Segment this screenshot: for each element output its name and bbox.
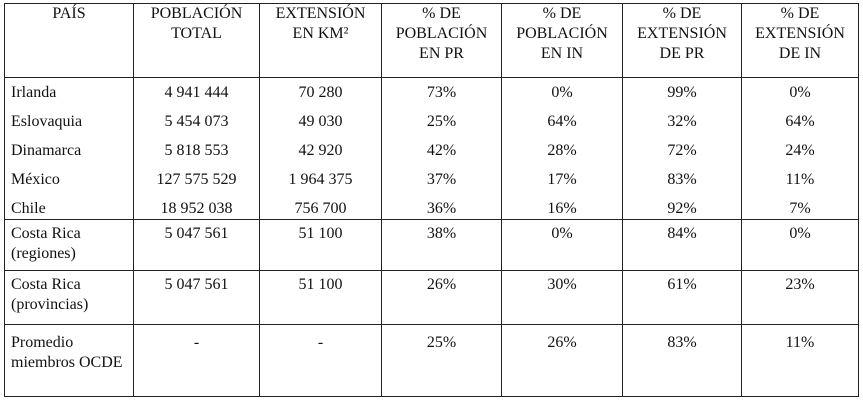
cell-pob-in: 28% <box>502 132 623 161</box>
cell-pob-in: 64% <box>502 103 623 132</box>
cell-extension: - <box>260 325 382 397</box>
cell-pob-pr: 25% <box>382 325 502 397</box>
cell-poblacion: 5 047 561 <box>134 271 260 325</box>
table-row-irlanda <box>5 78 859 104</box>
table-row-promedio-ocde <box>5 325 859 397</box>
data-table <box>4 3 859 397</box>
cell-pob-in: 26% <box>502 325 623 397</box>
cell-extension: 42 920 <box>260 132 382 161</box>
cell-pob-pr: 26% <box>382 271 502 325</box>
cell-ext-in: 11% <box>742 161 859 190</box>
cell-country: Costa Rica (regiones) <box>5 220 134 271</box>
header-row <box>5 4 859 78</box>
cell-pob-pr: 36% <box>382 190 502 220</box>
cell-poblacion: 18 952 038 <box>134 190 260 220</box>
cell-pob-pr: 73% <box>382 78 502 104</box>
cell-extension: 756 700 <box>260 190 382 220</box>
cell-country: Chile <box>5 190 134 220</box>
table-row-mexico <box>5 161 859 190</box>
table-row-costa-rica-provincias <box>5 271 859 325</box>
cell-pob-in: 17% <box>502 161 623 190</box>
cell-pob-in: 30% <box>502 271 623 325</box>
cell-poblacion: - <box>134 325 260 397</box>
header-extension-km2: EXTENSIÓN EN KM² <box>260 4 382 78</box>
cell-ext-in: 24% <box>742 132 859 161</box>
cell-ext-pr: 92% <box>623 190 742 220</box>
table-row-costa-rica-regiones <box>5 220 859 271</box>
cell-extension: 70 280 <box>260 78 382 104</box>
cell-ext-pr: 32% <box>623 103 742 132</box>
cell-country: Dinamarca <box>5 132 134 161</box>
cell-country: Eslovaquia <box>5 103 134 132</box>
table-row-eslovaquia <box>5 103 859 132</box>
cell-extension: 51 100 <box>260 220 382 271</box>
cell-ext-in: 7% <box>742 190 859 220</box>
cell-poblacion: 5 454 073 <box>134 103 260 132</box>
cell-ext-in: 11% <box>742 325 859 397</box>
cell-country: Costa Rica (provincias) <box>5 271 134 325</box>
cell-country: Promedio miembros OCDE <box>5 325 134 397</box>
header-pct-poblacion-in: % DE POBLACIÓN EN IN <box>502 4 623 78</box>
cell-poblacion: 4 941 444 <box>134 78 260 104</box>
cell-pob-pr: 42% <box>382 132 502 161</box>
cell-poblacion: 5 818 553 <box>134 132 260 161</box>
table-row-dinamarca <box>5 132 859 161</box>
header-poblacion-total: POBLACIÓN TOTAL <box>134 4 260 78</box>
cell-pob-pr: 38% <box>382 220 502 271</box>
cell-extension: 1 964 375 <box>260 161 382 190</box>
header-pct-poblacion-pr: % DE POBLACIÓN EN PR <box>382 4 502 78</box>
cell-ext-pr: 84% <box>623 220 742 271</box>
cell-ext-in: 0% <box>742 220 859 271</box>
cell-poblacion: 5 047 561 <box>134 220 260 271</box>
cell-ext-pr: 99% <box>623 78 742 104</box>
cell-pob-pr: 25% <box>382 103 502 132</box>
header-pais: PAÍS <box>5 4 134 78</box>
header-pct-extension-pr: % DE EXTENSIÓN DE PR <box>623 4 742 78</box>
cell-ext-pr: 72% <box>623 132 742 161</box>
cell-ext-in: 23% <box>742 271 859 325</box>
cell-pob-in: 16% <box>502 190 623 220</box>
cell-ext-pr: 61% <box>623 271 742 325</box>
cell-extension: 51 100 <box>260 271 382 325</box>
cell-pob-in: 0% <box>502 220 623 271</box>
cell-country: Irlanda <box>5 78 134 104</box>
cell-poblacion: 127 575 529 <box>134 161 260 190</box>
cell-pob-pr: 37% <box>382 161 502 190</box>
cell-ext-in: 0% <box>742 78 859 104</box>
cell-ext-pr: 83% <box>623 325 742 397</box>
cell-country: México <box>5 161 134 190</box>
cell-ext-pr: 83% <box>623 161 742 190</box>
cell-pob-in: 0% <box>502 78 623 104</box>
cell-ext-in: 64% <box>742 103 859 132</box>
table-row-chile <box>5 190 859 220</box>
cell-extension: 49 030 <box>260 103 382 132</box>
header-pct-extension-in: % DE EXTENSIÓN DE IN <box>742 4 859 78</box>
